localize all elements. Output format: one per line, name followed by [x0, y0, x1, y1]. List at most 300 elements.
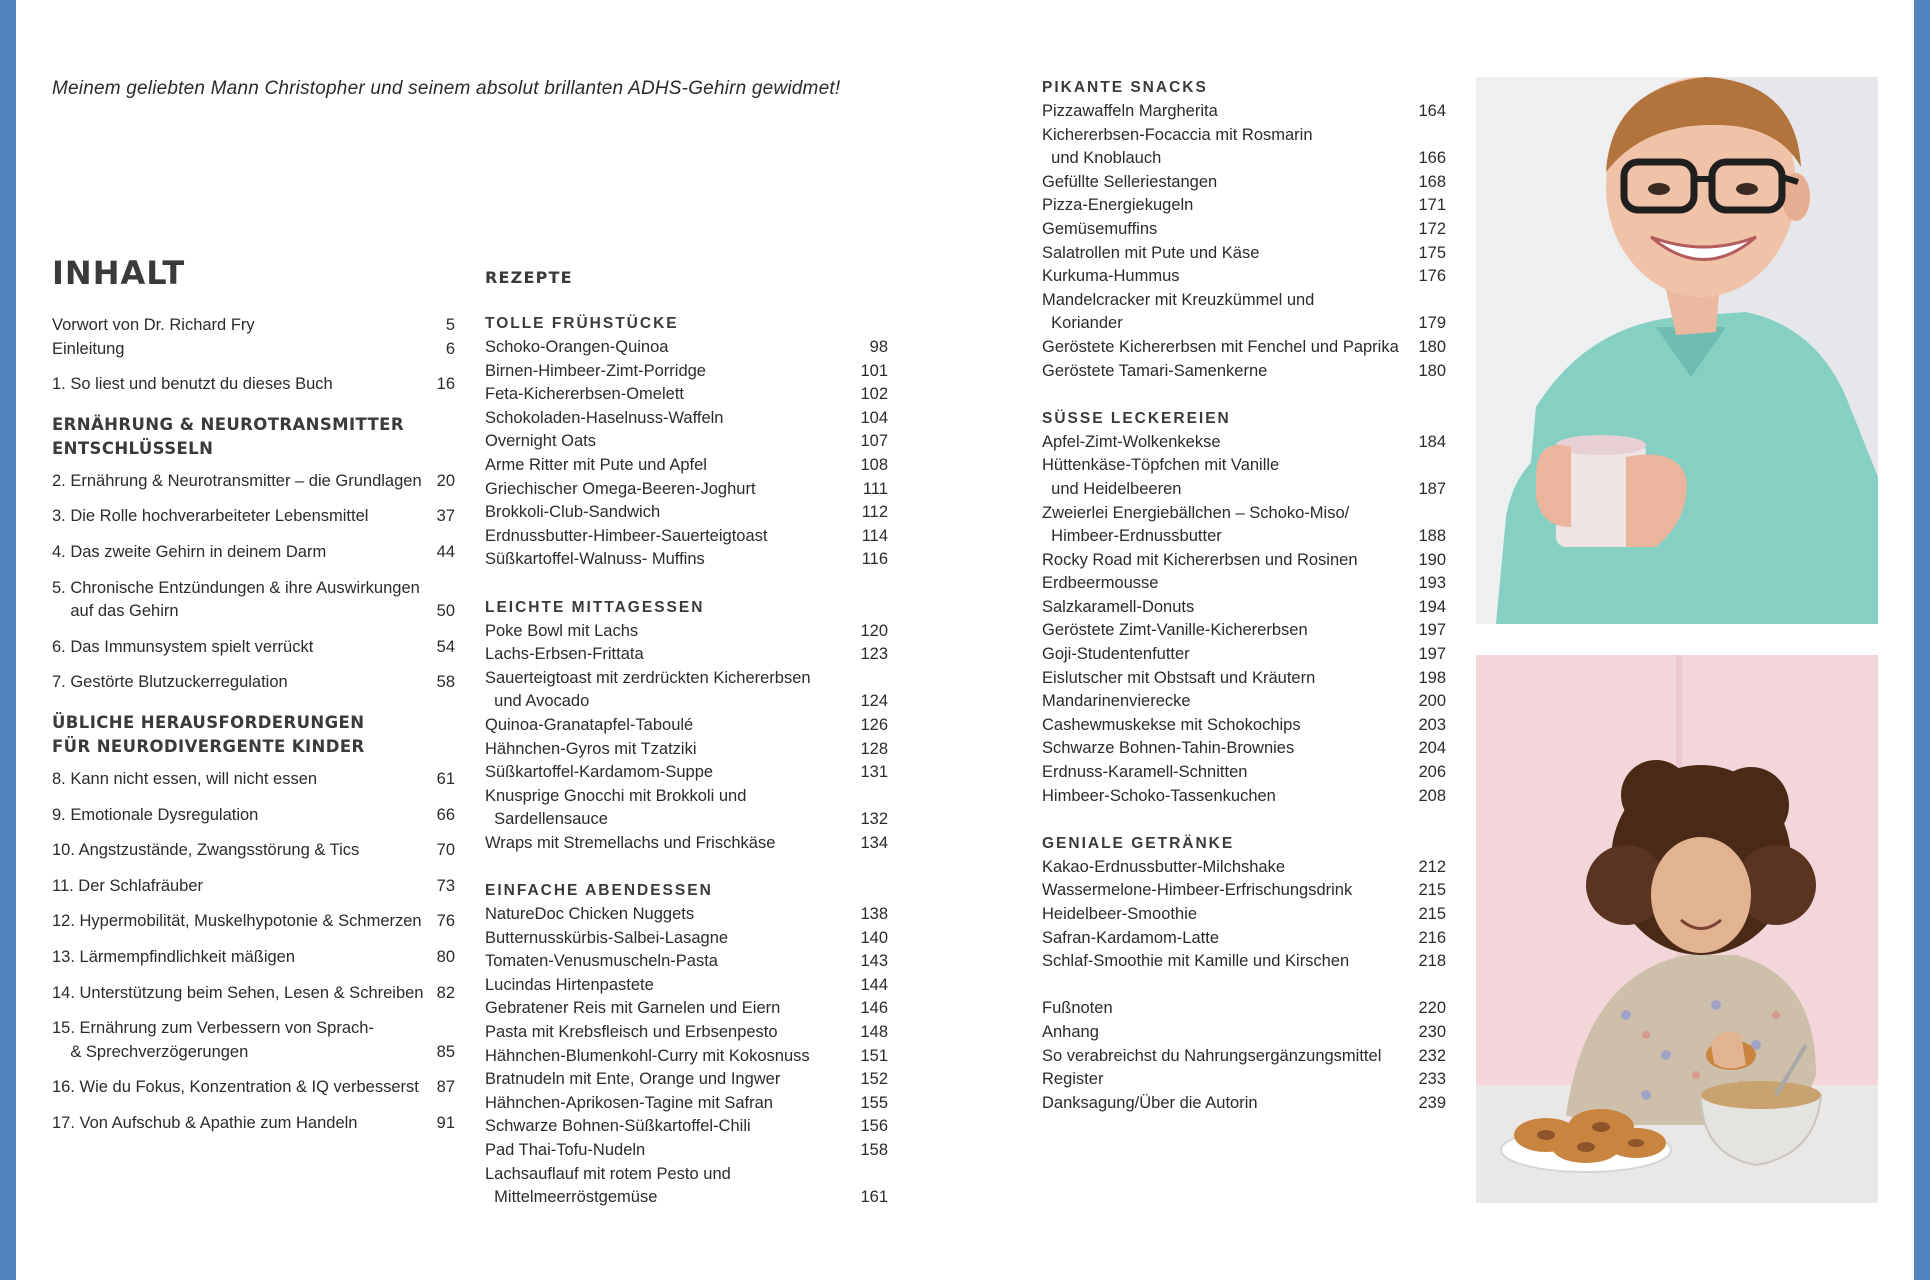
- toc-entry-title: Sardellensauce: [485, 810, 608, 829]
- toc-entry-page: 216: [1418, 928, 1446, 947]
- entry-spacer: [52, 565, 455, 577]
- toc-entry-title: Goji-Studentenfutter: [1042, 645, 1190, 664]
- toc-entry-page: 198: [1418, 668, 1446, 687]
- toc-entry-page: 131: [860, 763, 888, 782]
- toc-entry-title: Wassermelone-Himbeer-Erfrischungsdrink: [1042, 881, 1353, 900]
- toc-entry[interactable]: [1042, 714, 1446, 738]
- section-heading: TOLLE FRÜHSTÜCKE: [485, 315, 679, 332]
- toc-entry-page: 37: [436, 507, 455, 526]
- toc-entry[interactable]: [485, 997, 888, 1021]
- toc-entry-title: 9. Emotionale Dysregulation: [52, 805, 259, 824]
- toc-entry-title: Brokkoli-Club-Sandwich: [485, 503, 661, 522]
- toc-entry-title: und Heidelbeeren: [1042, 479, 1182, 498]
- toc-entry-page: 148: [860, 1023, 888, 1042]
- toc-entry-page: 116: [861, 550, 888, 569]
- toc-entry-page: 232: [1418, 1046, 1446, 1065]
- toc-entry[interactable]: [52, 875, 455, 899]
- toc-entry[interactable]: [1042, 879, 1446, 903]
- toc-entry[interactable]: [52, 505, 455, 529]
- toc-entry[interactable]: [1042, 1068, 1446, 1092]
- toc-entry-page: 156: [860, 1117, 888, 1136]
- toc-entry-title: 13. Lärmempfindlichkeit mäßigen: [52, 947, 296, 966]
- toc-entry-title: Salzkaramell-Donuts: [1042, 597, 1195, 616]
- toc-entry[interactable]: [485, 525, 888, 549]
- toc-entry-title: 14. Unterstützung beim Sehen, Lesen & Schreiben: [52, 983, 424, 1002]
- toc-entry-title: Pad Thai-Tofu-Nudeln: [485, 1141, 646, 1159]
- toc-column-recipes-2: [1042, 76, 1446, 1115]
- toc-entry-title: Koriander: [1042, 314, 1123, 333]
- toc-entry-page: 120: [860, 621, 888, 640]
- toc-entry-title: 16. Wie du Fokus, Konzentration & IQ verbesserst: [52, 1078, 419, 1097]
- toc-entry-title: Schlaf-Smoothie mit Kamille und Kirschen: [1042, 952, 1350, 971]
- entry-spacer: [52, 863, 455, 875]
- toc-entry-title: Wraps mit Stremellachs und Frischkäse: [485, 833, 776, 852]
- toc-entry-page: 179: [1418, 314, 1446, 333]
- toc-entry-page: 155: [860, 1093, 888, 1112]
- toc-entry-page: 200: [1418, 692, 1446, 711]
- toc-entry[interactable]: [485, 785, 888, 809]
- section-heading: EINFACHE ABENDESSEN: [485, 882, 713, 900]
- toc-entry-title: Rocky Road mit Kichererbsen und Rosinen: [1042, 550, 1358, 569]
- toc-entry[interactable]: [1042, 124, 1446, 148]
- toc-entry-page: 212: [1418, 857, 1446, 876]
- entry-spacer: [52, 827, 455, 839]
- entry-spacer: [52, 1064, 455, 1076]
- toc-entry-page: 151: [860, 1046, 888, 1065]
- toc-entry-title: 5. Chronische Entzündungen & ihre Auswirkungen: [52, 578, 420, 597]
- toc-entry-continuation[interactable]: [485, 1186, 888, 1210]
- toc-entry-page: 54: [436, 637, 455, 656]
- toc-entry-page: 190: [1418, 550, 1446, 569]
- toc-entry-page: 193: [1418, 574, 1446, 593]
- toc-entry[interactable]: [485, 548, 888, 572]
- toc-entry-page: 98: [869, 338, 888, 356]
- toc-entry-page: 161: [860, 1188, 888, 1207]
- toc-entry-continuation[interactable]: [52, 600, 455, 624]
- toc-entry-title: NatureDoc Chicken Nuggets: [485, 905, 695, 924]
- toc-entry-page: 206: [1418, 763, 1446, 782]
- toc-entry[interactable]: [485, 620, 888, 644]
- toc-entry-title: Poke Bowl mit Lachs: [485, 621, 639, 640]
- toc-entry-title: 15. Ernährung zum Verbessern von Sprach-: [52, 1019, 374, 1038]
- toc-entry[interactable]: [485, 454, 888, 478]
- toc-entry-page: 50: [436, 602, 455, 621]
- toc-entry-title: Kakao-Erdnussbutter-Milchshake: [1042, 857, 1286, 876]
- toc-entry-page: 132: [860, 810, 888, 829]
- toc-entry-title: So verabreichst du Nahrungsergänzungsmittel: [1042, 1046, 1382, 1065]
- toc-entry[interactable]: [52, 470, 455, 494]
- toc-entry-page: 175: [1418, 243, 1446, 262]
- toc-entry[interactable]: [52, 982, 455, 1006]
- toc-entry-title: Geröstete Zimt-Vanille-Kichererbsen: [1042, 621, 1308, 640]
- toc-entry-continuation[interactable]: [1042, 147, 1446, 171]
- toc-entry-title: Fußnoten: [1042, 999, 1113, 1018]
- toc-entry[interactable]: [485, 950, 888, 974]
- toc-entry[interactable]: [485, 1068, 888, 1092]
- toc-entry[interactable]: [1042, 785, 1446, 809]
- toc-entry-page: 143: [860, 952, 888, 971]
- toc-entry-title: Griechischer Omega-Beeren-Joghurt: [485, 479, 756, 498]
- toc-entry-title: Gemüsemuffins: [1042, 219, 1158, 238]
- toc-entry[interactable]: [52, 946, 455, 970]
- toc-entry[interactable]: [1042, 454, 1446, 478]
- toc-entry-title: 7. Gestörte Blutzuckerregulation: [52, 673, 288, 692]
- toc-entry[interactable]: [1042, 218, 1446, 242]
- toc-entry-page: 101: [860, 361, 888, 380]
- toc-entry[interactable]: [1042, 171, 1446, 195]
- toc-entry[interactable]: [1042, 950, 1446, 974]
- toc-entry[interactable]: [52, 577, 455, 601]
- recipes-title: REZEPTE: [485, 268, 573, 287]
- toc-group-heading: ERNÄHRUNG & NEUROTRANSMITTER ENTSCHLÜSSELN: [52, 414, 404, 459]
- toc-entry-title: Sauerteigtoast mit zerdrückten Kichererbsen: [485, 668, 811, 687]
- toc-entry-page: 20: [436, 471, 455, 490]
- toc-entry-title: Schokoladen-Haselnuss-Waffeln: [485, 408, 724, 427]
- toc-entry-page: 82: [436, 983, 455, 1002]
- toc-entry-title: Hähnchen-Gyros mit Tzatziki: [485, 739, 697, 758]
- toc-entry[interactable]: [1042, 502, 1446, 526]
- girl-illustration: [1476, 655, 1878, 1203]
- toc-entry-title: 4. Das zweite Gehirn in deinem Darm: [52, 542, 327, 561]
- toc-entry-page: 61: [436, 769, 455, 788]
- toc-entry-title: Mandelcracker mit Kreuzkümmel und: [1042, 290, 1315, 309]
- toc-entry-page: 180: [1418, 337, 1446, 356]
- toc-entry-page: 197: [1418, 645, 1446, 664]
- toc-entry-title: Himbeer-Erdnussbutter: [1042, 527, 1222, 546]
- toc-entry[interactable]: [485, 1021, 888, 1045]
- section-heading: GENIALE GETRÄNKE: [1042, 834, 1235, 852]
- toc-entry-title: Hähnchen-Blumenkohl-Curry mit Kokosnuss: [485, 1046, 810, 1065]
- toc-entry-page: 85: [436, 1042, 455, 1061]
- toc-entry[interactable]: [1042, 667, 1446, 691]
- photo-boy-with-mug: [1476, 77, 1878, 624]
- toc-entry[interactable]: [1042, 761, 1446, 785]
- toc-entry[interactable]: [485, 927, 888, 951]
- toc-entry[interactable]: [1042, 997, 1446, 1021]
- toc-entry[interactable]: [52, 541, 455, 565]
- toc-entry-page: 230: [1418, 1022, 1446, 1041]
- toc-entry-title: Vorwort von Dr. Richard Fry: [52, 316, 255, 334]
- toc-entry-title: Erdnussbutter-Himbeer-Sauerteigtoast: [485, 526, 768, 545]
- toc-entry-title: 12. Hypermobilität, Muskelhypotonie & Schmerzen: [52, 912, 422, 931]
- toc-column-recipes-1: [485, 312, 888, 1210]
- toc-entry-title: 6. Das Immunsystem spielt verrückt: [52, 637, 314, 656]
- toc-entry-title: Einleitung: [52, 339, 125, 358]
- toc-entry[interactable]: [52, 839, 455, 863]
- toc-entry-title: auf das Gehirn: [52, 602, 179, 621]
- toc-entry-page: 215: [1418, 881, 1446, 900]
- toc-entry[interactable]: [485, 336, 888, 360]
- entry-spacer: [52, 493, 455, 505]
- toc-entry-title: Butternusskürbis-Salbei-Lasagne: [485, 928, 729, 947]
- toc-entry-page: 114: [861, 526, 888, 545]
- toc-entry[interactable]: [485, 501, 888, 525]
- toc-entry-page: 76: [436, 912, 455, 931]
- toc-entry-page: 152: [860, 1070, 888, 1089]
- toc-entry-page: 128: [860, 739, 888, 758]
- toc-entry-title: Register: [1042, 1070, 1104, 1089]
- entry-spacer: [52, 898, 455, 910]
- toc-entry[interactable]: [52, 1017, 455, 1041]
- toc-entry[interactable]: [485, 714, 888, 738]
- entry-spacer: [52, 1100, 455, 1112]
- toc-entry-page: 172: [1418, 219, 1446, 238]
- toc-entry-title: 1. So liest und benutzt du dieses Buch: [52, 375, 333, 394]
- toc-entry[interactable]: [1042, 927, 1446, 951]
- toc-entry[interactable]: [485, 478, 888, 502]
- toc-entry[interactable]: [1042, 194, 1446, 218]
- toc-entry[interactable]: [1042, 100, 1446, 124]
- toc-entry[interactable]: [1042, 690, 1446, 714]
- toc-entry-title: Kichererbsen-Focaccia mit Rosmarin: [1042, 125, 1313, 144]
- toc-entry-title: Zweierlei Energiebällchen – Schoko-Miso/: [1042, 503, 1350, 522]
- toc-entry-page: 171: [1418, 196, 1446, 215]
- toc-entry[interactable]: [485, 1163, 888, 1187]
- right-page-edge: [1914, 0, 1930, 1280]
- toc-entry-title: Apfel-Zimt-Wolkenkekse: [1042, 432, 1221, 451]
- toc-entry-page: 194: [1418, 597, 1446, 616]
- toc-entry-title: Danksagung/Über die Autorin: [1042, 1093, 1258, 1112]
- toc-entry-title: Quinoa-Granatapfel-Taboulé: [485, 715, 694, 734]
- toc-entry[interactable]: [52, 314, 455, 338]
- toc-entry-title: Safran-Kardamom-Latte: [1042, 928, 1219, 947]
- toc-entry-title: 2. Ernährung & Neurotransmitter – die Grundlagen: [52, 471, 422, 490]
- toc-entry-title: Hüttenkäse-Töpfchen mit Vanille: [1042, 456, 1280, 475]
- toc-entry-title: Salatrollen mit Pute und Käse: [1042, 243, 1260, 262]
- toc-entry[interactable]: [52, 338, 455, 362]
- toc-entry-title: Arme Ritter mit Pute und Apfel: [485, 455, 707, 474]
- toc-entry-page: 124: [860, 692, 888, 711]
- entry-spacer: [52, 1005, 455, 1017]
- left-page-edge: [0, 0, 16, 1280]
- photo-girl-with-donuts: [1476, 655, 1878, 1203]
- toc-entry-page: 111: [862, 479, 888, 498]
- entry-spacer: [52, 792, 455, 804]
- toc-entry-title: 17. Von Aufschub & Apathie zum Handeln: [52, 1113, 358, 1132]
- toc-entry-title: Anhang: [1042, 1022, 1099, 1041]
- toc-entry-title: Pizzawaffeln Margherita: [1042, 102, 1218, 120]
- toc-entry-title: Gebratener Reis mit Garnelen und Eiern: [485, 999, 781, 1018]
- section-heading: LEICHTE MITTAGESSEN: [485, 598, 705, 616]
- toc-entry-continuation[interactable]: [1042, 478, 1446, 502]
- toc-entry-continuation[interactable]: [1042, 312, 1446, 336]
- toc-entry[interactable]: [52, 373, 455, 397]
- toc-entry[interactable]: [1042, 856, 1446, 880]
- toc-entry-page: 204: [1418, 739, 1446, 758]
- section-heading: PIKANTE SNACKS: [1042, 79, 1208, 96]
- toc-entry-page: 218: [1418, 952, 1446, 971]
- toc-entry-title: Süßkartoffel-Kardamom-Suppe: [485, 763, 714, 782]
- toc-entry-title: 8. Kann nicht essen, will nicht essen: [52, 769, 318, 788]
- toc-entry-page: 91: [436, 1113, 455, 1132]
- toc-entry-page: 184: [1418, 432, 1446, 451]
- toc-entry-title: Himbeer-Schoko-Tassenkuchen: [1042, 786, 1276, 805]
- toc-entry-page: 134: [860, 833, 888, 852]
- toc-entry[interactable]: [1042, 289, 1446, 313]
- toc-entry-page: 176: [1418, 267, 1446, 286]
- toc-entry[interactable]: [485, 643, 888, 667]
- toc-entry-title: Lucindas Hirtenpastete: [485, 975, 654, 994]
- toc-entry-title: & Sprechverzögerungen: [52, 1042, 249, 1061]
- toc-entry[interactable]: [1042, 336, 1446, 360]
- toc-entry[interactable]: [485, 761, 888, 785]
- toc-entry-page: 144: [860, 975, 888, 994]
- toc-entry-page: 220: [1418, 999, 1446, 1018]
- toc-entry-page: 180: [1418, 361, 1446, 380]
- toc-entry-page: 187: [1418, 479, 1446, 498]
- toc-entry[interactable]: [1042, 431, 1446, 455]
- toc-entry-continuation[interactable]: [52, 1041, 455, 1065]
- toc-entry[interactable]: [1042, 1021, 1446, 1045]
- toc-entry-title: Lachs-Erbsen-Frittata: [485, 645, 644, 664]
- toc-entry[interactable]: [485, 974, 888, 998]
- section-heading: SÜSSE LECKEREIEN: [1042, 409, 1231, 427]
- toc-entry-title: Mittelmeerröstgemüse: [485, 1188, 658, 1207]
- toc-entry-page: 107: [860, 432, 888, 451]
- toc-entry[interactable]: [52, 1076, 455, 1100]
- toc-entry-page: 70: [436, 841, 455, 860]
- toc-entry-title: Erdbeermousse: [1042, 574, 1159, 593]
- toc-entry-page: 112: [861, 503, 888, 522]
- toc-entry-title: Eislutscher mit Obstsaft und Kräutern: [1042, 668, 1316, 687]
- toc-entry[interactable]: [52, 910, 455, 934]
- toc-entry[interactable]: [485, 903, 888, 927]
- toc-entry-title: Schoko-Orangen-Quinoa: [485, 338, 669, 356]
- toc-entry[interactable]: [485, 1139, 888, 1163]
- toc-entry-title: Geröstete Tamari-Samenkerne: [1042, 361, 1268, 380]
- toc-entry[interactable]: [1042, 265, 1446, 289]
- toc-entry-page: 164: [1418, 102, 1446, 120]
- toc-entry-title: Cashewmuskekse mit Schokochips: [1042, 715, 1301, 734]
- toc-entry-title: Hähnchen-Aprikosen-Tagine mit Safran: [485, 1093, 773, 1112]
- toc-entry-title: Bratnudeln mit Ente, Orange und Ingwer: [485, 1070, 781, 1089]
- toc-entry[interactable]: [1042, 643, 1446, 667]
- toc-entry[interactable]: [485, 1115, 888, 1139]
- toc-entry[interactable]: [52, 804, 455, 828]
- toc-entry[interactable]: [1042, 903, 1446, 927]
- toc-entry[interactable]: [485, 1045, 888, 1069]
- toc-entry[interactable]: [52, 671, 455, 695]
- toc-entry-title: und Avocado: [485, 692, 590, 711]
- toc-entry[interactable]: [485, 430, 888, 454]
- entry-spacer: [52, 624, 455, 636]
- toc-entry-page: 233: [1418, 1070, 1446, 1089]
- toc-entry[interactable]: [1042, 596, 1446, 620]
- toc-entry-continuation[interactable]: [485, 690, 888, 714]
- toc-entry-title: Lachsauflauf mit rotem Pesto und: [485, 1164, 731, 1183]
- toc-title: INHALT: [52, 254, 186, 292]
- toc-entry[interactable]: [1042, 619, 1446, 643]
- entry-spacer: [52, 934, 455, 946]
- toc-entry-page: 188: [1418, 527, 1446, 546]
- toc-entry-title: Overnight Oats: [485, 432, 596, 451]
- toc-entry-title: Heidelbeer-Smoothie: [1042, 905, 1198, 923]
- toc-entry-title: Pizza-Energiekugeln: [1042, 196, 1194, 215]
- toc-entry[interactable]: [485, 383, 888, 407]
- toc-entry[interactable]: [485, 1092, 888, 1116]
- toc-entry-title: Tomaten-Venusmuscheln-Pasta: [485, 952, 718, 971]
- toc-entry-page: 168: [1418, 172, 1446, 191]
- toc-entry-title: 10. Angstzustände, Zwangsstörung & Tics: [52, 841, 360, 860]
- toc-entry-title: Schwarze Bohnen-Süßkartoffel-Chili: [485, 1117, 751, 1136]
- toc-entry-page: 166: [1418, 149, 1446, 168]
- toc-entry-page: 146: [860, 999, 888, 1018]
- toc-entry[interactable]: [52, 636, 455, 660]
- toc-entry-page: 138: [860, 905, 888, 924]
- toc-entry[interactable]: [1042, 549, 1446, 573]
- toc-entry-page: 73: [436, 876, 455, 895]
- toc-column-chapters: [52, 314, 455, 1135]
- boy-illustration: [1476, 77, 1878, 624]
- toc-entry-page: 140: [860, 928, 888, 947]
- toc-entry-continuation[interactable]: [1042, 525, 1446, 549]
- toc-entry-page: 66: [436, 805, 455, 824]
- toc-entry-page: 58: [436, 673, 455, 692]
- toc-entry-title: Mandarinenvierecke: [1042, 692, 1191, 711]
- entry-spacer: [52, 970, 455, 982]
- toc-entry[interactable]: [485, 667, 888, 691]
- toc-entry-page: 239: [1418, 1093, 1446, 1112]
- toc-entry-title: Schwarze Bohnen-Tahin-Brownies: [1042, 739, 1295, 758]
- toc-entry-title: 11. Der Schlafräuber: [52, 876, 204, 895]
- toc-entry[interactable]: [1042, 242, 1446, 266]
- toc-entry-page: 87: [436, 1078, 455, 1097]
- entry-spacer: [52, 659, 455, 671]
- toc-entry-page: 208: [1418, 786, 1446, 805]
- toc-entry[interactable]: [1042, 1092, 1446, 1116]
- toc-entry-title: Pasta mit Krebsfleisch und Erbsenpesto: [485, 1023, 778, 1042]
- toc-entry[interactable]: [485, 738, 888, 762]
- dedication: Meinem geliebten Mann Christopher und seinem absolut brillanten ADHS-Gehirn gewidmet!: [52, 78, 841, 99]
- toc-entry-page: 80: [436, 947, 455, 966]
- toc-entry-title: Feta-Kichererbsen-Omelett: [485, 385, 684, 404]
- toc-entry-title: Süßkartoffel-Walnuss- Muffins: [485, 550, 705, 569]
- toc-entry-page: 126: [860, 715, 888, 734]
- toc-entry-page: 197: [1418, 621, 1446, 640]
- toc-entry[interactable]: [1042, 1045, 1446, 1069]
- toc-entry-title: Birnen-Himbeer-Zimt-Porridge: [485, 361, 706, 380]
- toc-entry[interactable]: [1042, 360, 1446, 384]
- toc-entry[interactable]: [52, 768, 455, 792]
- entry-spacer: [52, 529, 455, 541]
- toc-entry[interactable]: [52, 1112, 455, 1136]
- toc-entry-page: 108: [860, 455, 888, 474]
- toc-entry-page: 102: [860, 385, 888, 404]
- toc-entry-title: 3. Die Rolle hochverarbeiteter Lebensmittel: [52, 507, 369, 526]
- toc-entry-page: 5: [445, 316, 455, 334]
- toc-entry-title: Kurkuma-Hummus: [1042, 267, 1180, 286]
- toc-entry-page: 16: [436, 375, 455, 394]
- toc-entry-continuation[interactable]: [485, 808, 888, 832]
- toc-entry-title: und Knoblauch: [1042, 149, 1162, 168]
- toc-entry-title: Erdnuss-Karamell-Schnitten: [1042, 763, 1248, 782]
- toc-entry[interactable]: [485, 832, 888, 856]
- toc-entry-title: Geröstete Kichererbsen mit Fenchel und Paprika: [1042, 337, 1399, 356]
- toc-entry-page: 215: [1418, 905, 1446, 923]
- toc-entry-page: 104: [860, 408, 888, 427]
- toc-entry-page: 44: [436, 542, 455, 561]
- toc-group-heading: ÜBLICHE HERAUSFORDERUNGEN FÜR NEURODIVERGENTE KINDER: [52, 712, 365, 757]
- toc-entry[interactable]: [1042, 737, 1446, 761]
- toc-entry-title: Knusprige Gnocchi mit Brokkoli und: [485, 786, 747, 805]
- toc-entry[interactable]: [485, 360, 888, 384]
- toc-entry[interactable]: [485, 407, 888, 431]
- toc-entry-page: 123: [860, 645, 888, 664]
- toc-entry[interactable]: [1042, 572, 1446, 596]
- toc-entry-title: Gefüllte Selleriestangen: [1042, 172, 1218, 191]
- toc-entry-page: 158: [860, 1141, 888, 1159]
- toc-entry-page: 6: [445, 339, 455, 358]
